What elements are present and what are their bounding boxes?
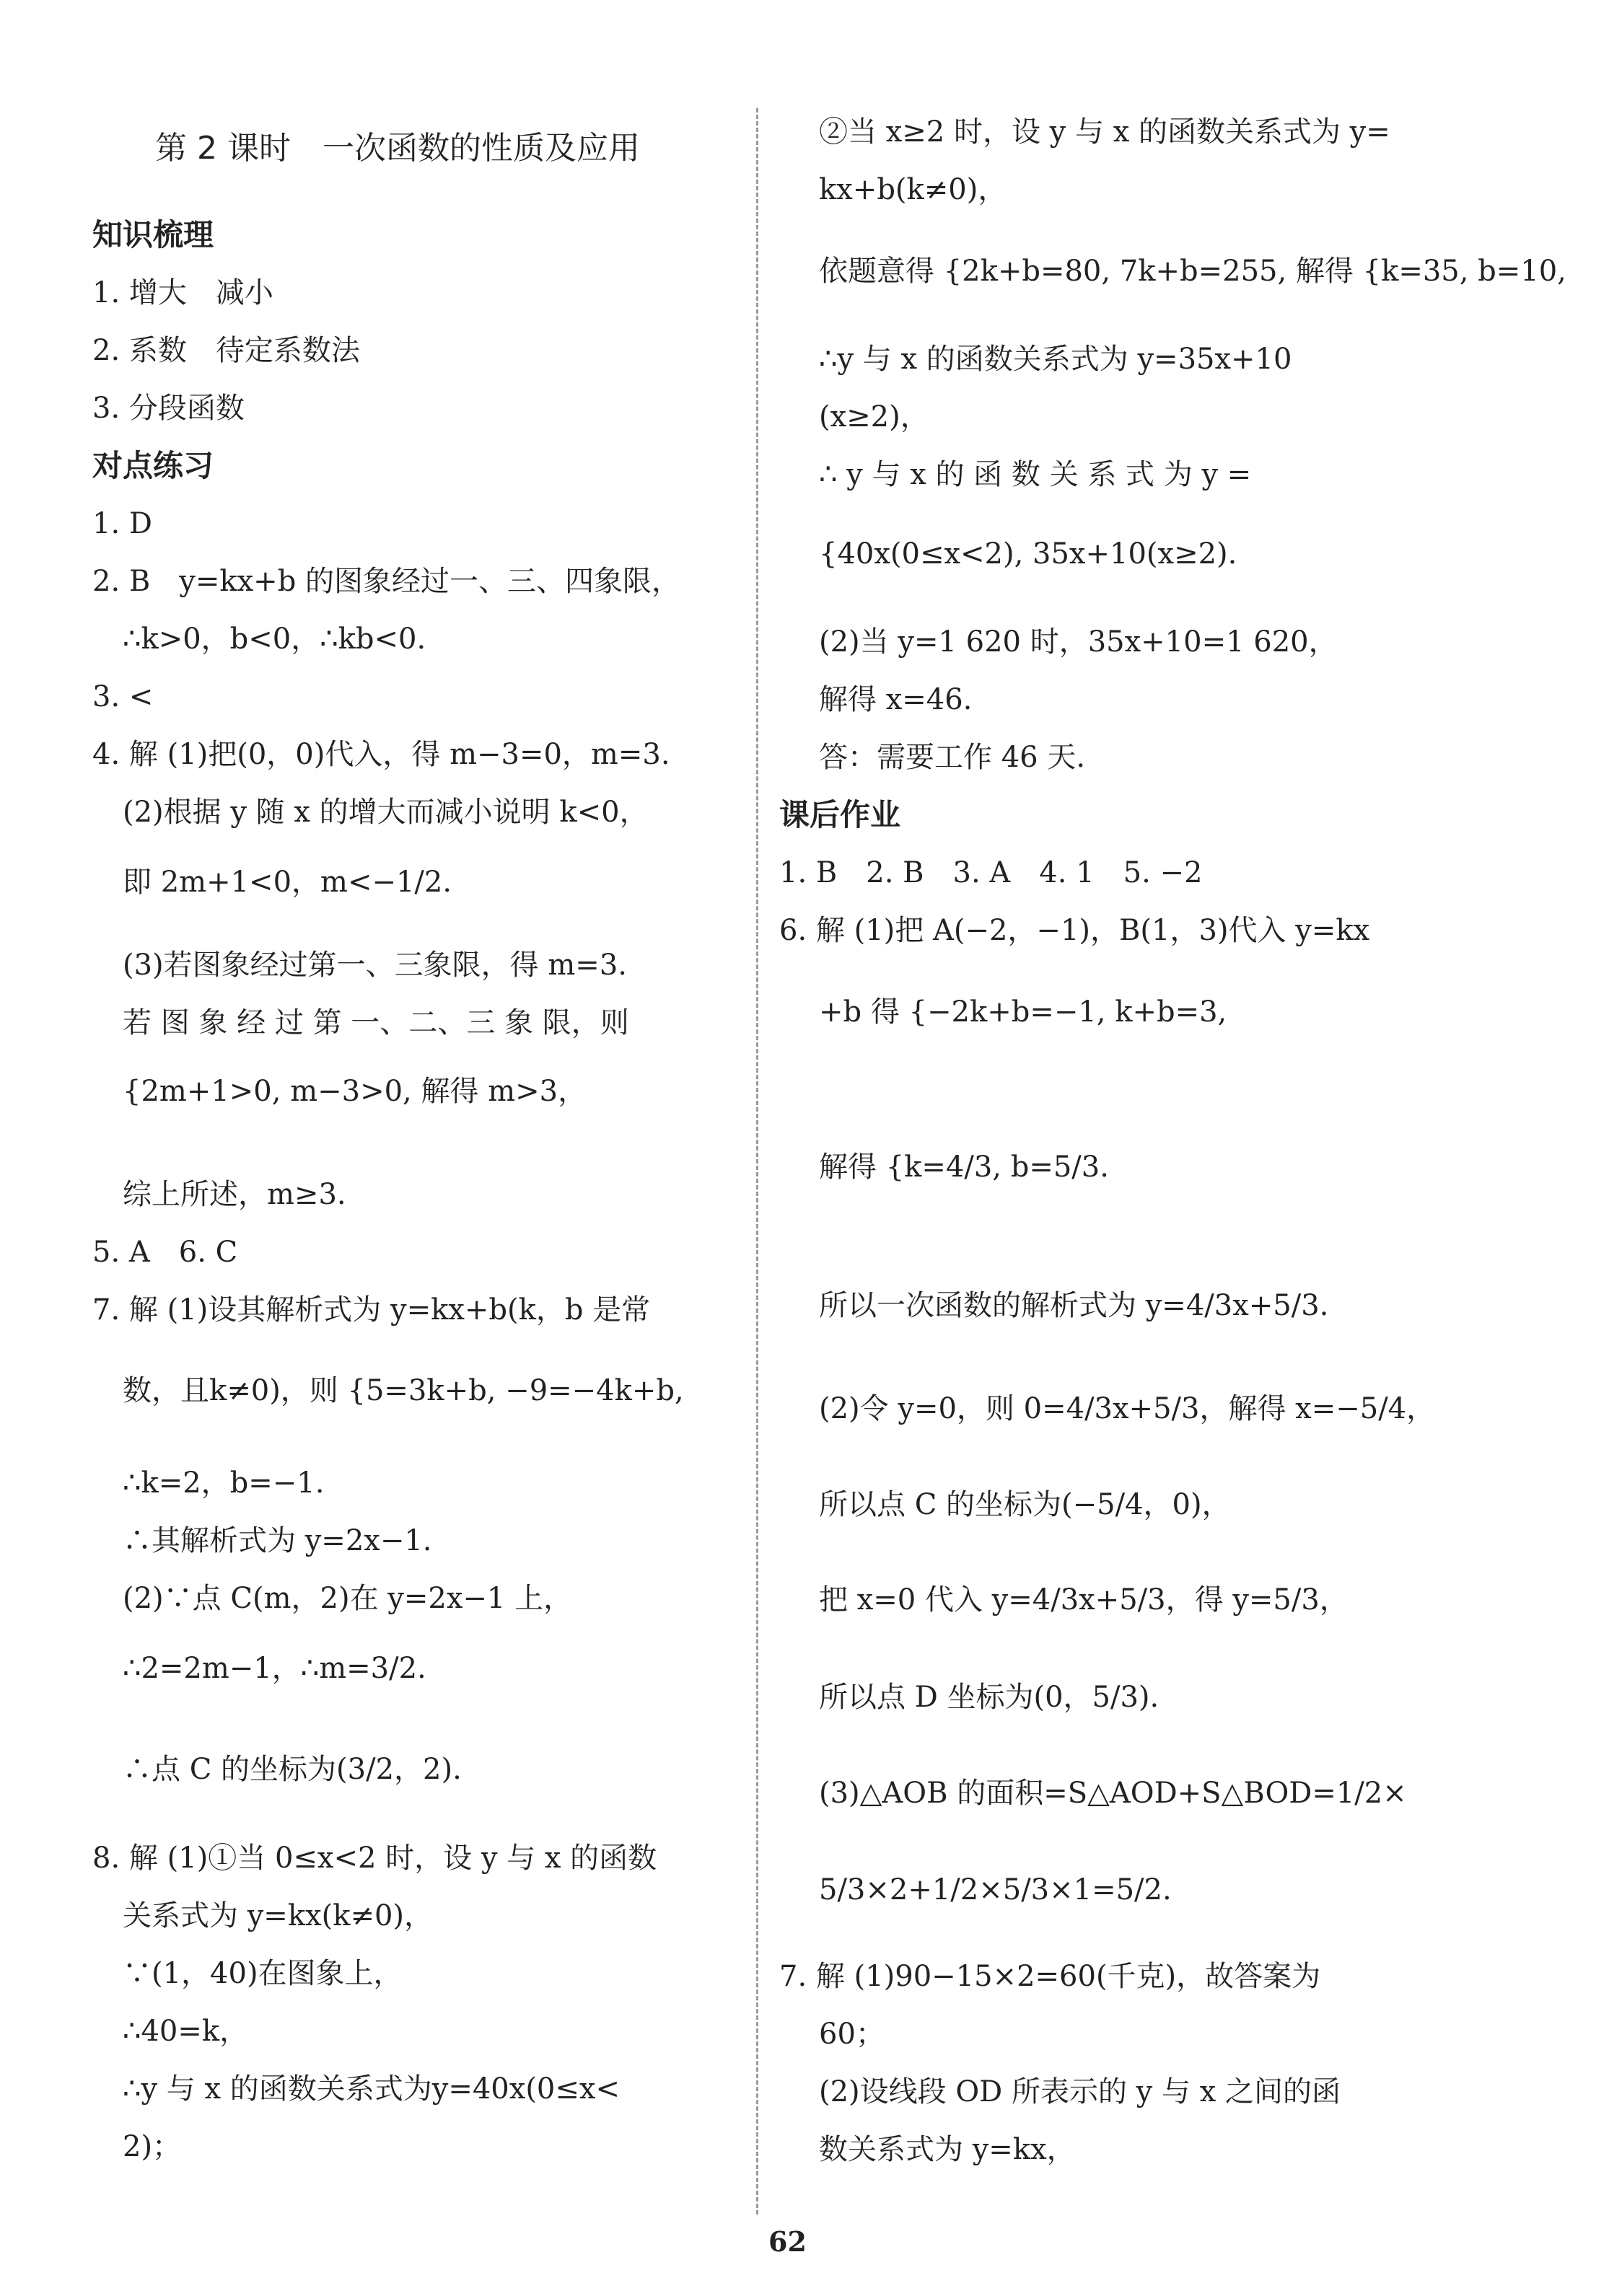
answer-line: 2. B y=kx+b 的图象经过一、三、四象限，	[92, 565, 681, 598]
equation-system: 依题意得 {2k+b=80, 7k+b=255, 解得 {k=35, b=10,	[819, 255, 1566, 288]
answer-line: 解得 x=46.	[819, 683, 973, 716]
answer-line: 5. A 6. C	[92, 1236, 238, 1269]
answer-line: kx+b(k≠0)，	[819, 173, 1007, 206]
answer-line: ∴ y 与 x 的 函 数 关 系 式 为 y =	[819, 458, 1252, 491]
page-number: 62	[768, 2225, 807, 2258]
answer-line: (2)∵点 C(m，2)在 y=2x−1 上，	[123, 1582, 573, 1615]
answer-line: 1. 增大 减小	[92, 276, 273, 309]
answer-line: ∴y 与 x 的函数关系式为y=40x(0≤x<	[123, 2072, 620, 2106]
answer-line: 关系式为 y=kx(k≠0)，	[123, 1899, 434, 1932]
answer-line: 即 2m+1<0，m<−1/2.	[123, 866, 452, 899]
answer-line: (2)根据 y 随 x 的增大而减小说明 k<0，	[123, 796, 649, 829]
answer-line: 2. 系数 待定系数法	[92, 334, 360, 367]
equation-system: +b 得 {−2k+b=−1, k+b=3,	[819, 995, 1227, 1029]
answer-line: ∴2=2m−1，∴m=3/2.	[123, 1652, 426, 1685]
equation-system: {2m+1>0, m−3>0, 解得 m>3，	[123, 1075, 587, 1108]
answer-line: 3. <	[92, 680, 154, 713]
answer-line: 所以点 C 的坐标为(−5/4，0)，	[819, 1488, 1231, 1521]
answer-line: 2)；	[123, 2130, 182, 2163]
section-heading: 课后作业	[779, 797, 901, 832]
answer-line: 综上所述，m≥3.	[123, 1178, 346, 1211]
answer-line: (2)当 y=1 620 时，35x+10=1 620，	[819, 625, 1338, 659]
answer-line: (x≥2)，	[819, 400, 929, 434]
equation-system: 解得 {k=4/3, b=5/3.	[819, 1151, 1109, 1184]
answer-line: ∴40=k，	[123, 2015, 249, 2048]
answer-line: 7. 解 (1)设其解析式为 y=kx+b(k，b 是常	[92, 1293, 651, 1327]
section-heading: 知识梳理	[92, 217, 214, 252]
column-divider	[756, 108, 758, 2214]
answer-line: 若 图 象 经 过 第 一、二、三 象 限，则	[123, 1006, 629, 1039]
answer-line: 60；	[819, 2018, 885, 2051]
answer-line: ∴y 与 x 的函数关系式为 y=35x+10	[819, 343, 1292, 376]
answer-line: (3)△AOB 的面积=S△AOD+S△BOD=1/2×	[819, 1777, 1407, 1810]
answer-line: 5/3×2+1/2×5/3×1=5/2.	[819, 1873, 1172, 1906]
answer-line: 数关系式为 y=kx，	[819, 2133, 1076, 2166]
answer-line: (2)令 y=0，则 0=4/3x+5/3，解得 x=−5/4，	[819, 1392, 1436, 1425]
equation-system: 数，且k≠0)，则 {5=3k+b, −9=−4k+b,	[123, 1374, 684, 1407]
answer-line: 把 x=0 代入 y=4/3x+5/3，得 y=5/3，	[819, 1583, 1349, 1617]
answer-line: 4. 解 (1)把(0，0)代入，得 m−3=0，m=3.	[92, 738, 670, 771]
answer-line: ∴其解析式为 y=2x−1.	[123, 1524, 432, 1557]
answer-line: 所以点 D 坐标为(0，5/3).	[819, 1681, 1159, 1714]
answer-line: 7. 解 (1)90−15×2=60(千克)，故答案为	[779, 1960, 1321, 1993]
answer-line: ∴k>0，b<0，∴kb<0.	[123, 623, 426, 656]
answer-line: 所以一次函数的解析式为 y=4/3x+5/3.	[819, 1289, 1329, 1322]
answer-line: ②当 x≥2 时，设 y 与 x 的函数关系式为 y=	[819, 115, 1390, 149]
answer-line: 1. B 2. B 3. A 4. 1 5. −2	[779, 856, 1203, 889]
answer-line: ∴k=2，b=−1.	[123, 1466, 325, 1500]
answer-line: ∵(1，40)在图象上，	[123, 1957, 403, 1990]
answer-line: 答：需要工作 46 天.	[819, 741, 1086, 774]
answer-line: 3. 分段函数	[92, 392, 245, 425]
section-heading: 对点练习	[92, 448, 214, 483]
answer-line: (2)设线段 OD 所表示的 y 与 x 之间的函	[819, 2075, 1341, 2108]
answer-line: ∴点 C 的坐标为(3/2，2).	[123, 1753, 462, 1786]
answer-line: 8. 解 (1)①当 0≤x<2 时，设 y 与 x 的函数	[92, 1842, 657, 1875]
equation-system: {40x(0≤x<2), 35x+10(x≥2).	[819, 537, 1237, 571]
lesson-title: 第 2 课时 一次函数的性质及应用	[155, 130, 640, 167]
answer-line: (3)若图象经过第一、三象限，得 m=3.	[123, 949, 627, 982]
answer-line: 6. 解 (1)把 A(−2，−1)，B(1，3)代入 y=kx	[779, 914, 1370, 947]
answer-line: 1. D	[92, 507, 152, 540]
